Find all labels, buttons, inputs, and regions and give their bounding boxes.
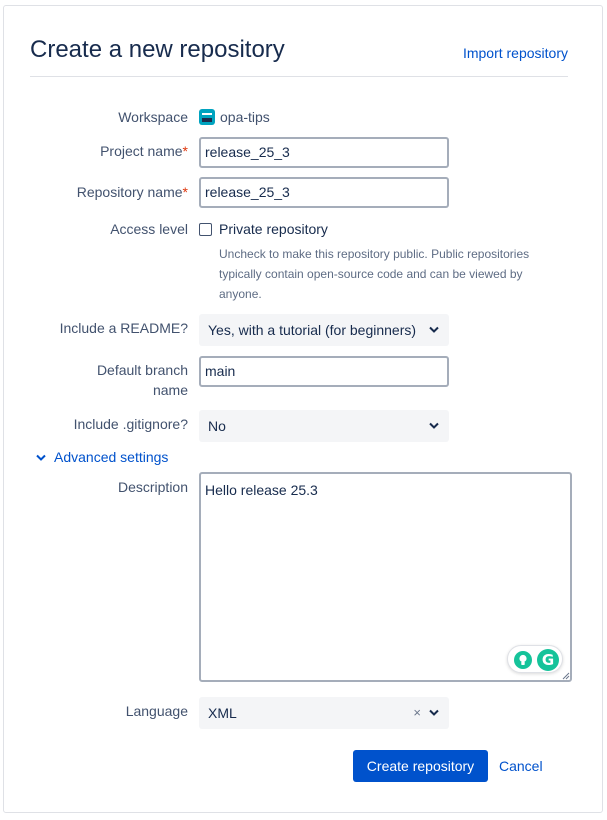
required-mark: *: [182, 143, 188, 159]
default-branch-label: Default branch name: [96, 362, 188, 398]
chevron-down-icon: [429, 709, 439, 716]
grammarly-icon[interactable]: G: [537, 649, 559, 671]
advanced-settings-label: Advanced settings: [54, 449, 169, 465]
workspace-avatar-icon: [199, 109, 215, 125]
private-repository-label: Private repository: [219, 221, 328, 237]
access-level-label: Access level: [110, 221, 188, 237]
workspace-value: [199, 107, 270, 127]
page-header: [30, 35, 568, 77]
language-label: Language: [125, 703, 188, 719]
repository-name-label: Repository name*: [76, 184, 188, 200]
import-repository-link[interactable]: Import repository: [462, 45, 568, 61]
gitignore-selected-value: No: [208, 418, 226, 434]
readme-label: Include a README?: [59, 320, 188, 336]
readme-selected-value: Yes, with a tutorial (for beginners): [208, 322, 417, 338]
clear-icon[interactable]: ×: [413, 705, 421, 720]
access-level-help-text: Uncheck to make this repository public. Public repositories typically contain open-source code and can be viewed by anyone.: [219, 247, 530, 301]
language-selected-value: XML: [208, 705, 237, 721]
advanced-settings-toggle[interactable]: [36, 447, 168, 467]
grammarly-widget[interactable]: [507, 645, 563, 673]
page-title: Create a new repository: [30, 36, 285, 63]
description-label: Description: [117, 479, 188, 495]
create-repository-button[interactable]: Create repository: [353, 750, 488, 782]
project-name-label: Project name*: [100, 143, 188, 159]
chevron-down-icon: [429, 422, 439, 429]
resize-handle-icon[interactable]: [562, 672, 570, 680]
language-select[interactable]: [199, 697, 449, 729]
workspace-label: Workspace: [118, 109, 188, 125]
chevron-down-icon: [429, 326, 439, 333]
gitignore-label: Include .gitignore?: [73, 416, 188, 432]
default-branch-input[interactable]: main: [199, 356, 449, 387]
chevron-down-icon: [36, 454, 46, 461]
description-textarea[interactable]: Hello release 25.3: [199, 472, 572, 682]
required-mark: *: [182, 184, 188, 200]
repository-name-input[interactable]: release_25_3: [199, 177, 449, 208]
cancel-button[interactable]: Cancel: [499, 758, 543, 774]
private-repository-checkbox[interactable]: [199, 223, 212, 236]
workspace-name: opa-tips: [220, 109, 270, 125]
lightbulb-icon[interactable]: [513, 650, 533, 670]
create-repository-card: [3, 5, 603, 813]
project-name-input[interactable]: release_25_3: [199, 137, 449, 168]
gitignore-select[interactable]: [199, 410, 449, 442]
readme-select[interactable]: [199, 314, 449, 346]
private-repository-option[interactable]: [199, 219, 328, 239]
